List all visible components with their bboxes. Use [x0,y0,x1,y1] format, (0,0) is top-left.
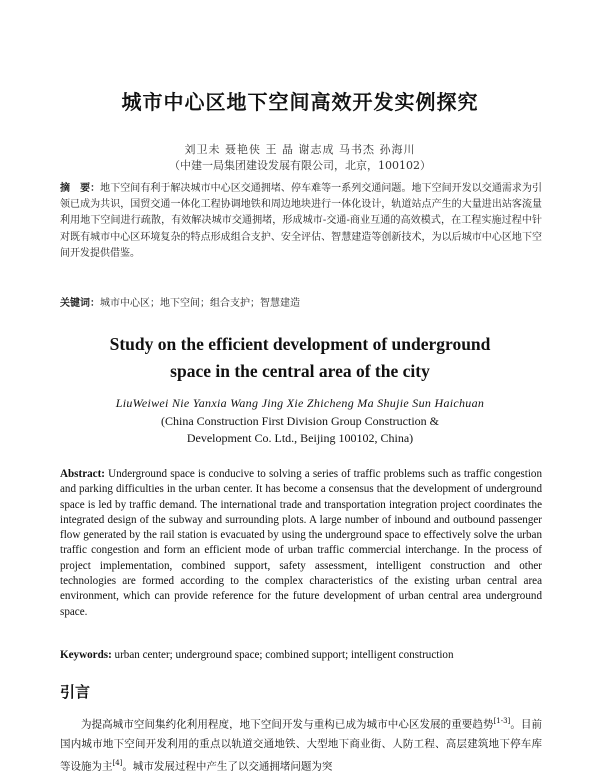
english-title-line-1: Study on the efficient development of underground [109,334,491,354]
english-title-line-2: space in the central area of the city [170,361,430,381]
citation-ref-1: [1-3] [493,717,511,725]
english-keywords-text: urban center; underground space; combined support; intelligent construction [111,649,454,661]
english-affiliation-line-1: (China Construction First Division Group Construction & [161,414,439,428]
chinese-abstract [60,181,542,262]
introduction-paragraph [60,712,542,776]
english-keywords [60,649,542,661]
chinese-affiliation: （中建一局集团建设发展有限公司，北京，100102） [169,159,431,172]
citation-ref-2: [4] [112,758,123,767]
intro-text-2: 。目前国内城市地下空间开发利用的重点以轨道交通地铁、大型地下商业街、人防工程、高层建筑地下停车库等设施为主 [60,718,542,772]
section-heading-introduction: 引言 [60,683,91,701]
english-authors: LiuWeiwei Nie Yanxia Wang Jing Xie Zhicheng Ma Shujie Sun Haichuan [115,396,485,410]
chinese-title: 城市中心区地下空间高效开发实例探究 [121,90,479,114]
chinese-abstract-text: 地下空间有利于解决城市中心区交通拥堵、停车难等一系列交通问题。地下空间开发以交通需求为引领已成为共识，国贸交通一体化工程协调地铁和周边地块进行一体化设计，轨道站点产生的大量进出站客流量利用地下空间进行疏散，有效解决城市交通拥堵，形成城市-交通-商业互通的高效模式，在工程实施过程中针对既有城市中心区环境复杂的特点形成组合支护、安全评估、智慧建造等创新技术，为以后城市中心区地下空间开发提供借鉴。 [60,183,543,259]
chinese-keywords [60,294,542,309]
english-abstract [60,467,542,620]
english-abstract-text: Underground space is conducive to solving a series of traffic problems such as traffic congestion and parking difficulties in the urban center. It has become a consensus that the development of underground space is led by traffic demand. The international trade and transportation integration project coordinates the integrated design of the subway and surrounding plots. A large number of inbound and outbound passenger flow generated by the rail station is evacuated by using the underground space to effectively solve the urban traffic congestion and form an efficient mode of urban traffic commercial interchange. In the process of project implementation, combined support, safety assessment, intelligent construction and other technologies are formed according to the complex characteristics of the existing urban central area environment, which can provide reference for the future development of urban central area underground space. [60,468,542,618]
chinese-authors: 刘卫未 聂艳侠 王 晶 谢志成 马书杰 孙海川 [184,143,416,156]
english-affiliation-line-2: Development Co. Ltd., Beijing 100102, China) [186,431,414,445]
english-keywords-label: Keywords: [60,649,112,661]
chinese-abstract-label: 摘 要： [60,183,101,194]
intro-text-3: 。城市发展过程中产生了以交通拥堵问题为突 [122,760,333,772]
chinese-keywords-label: 关键词： [60,298,100,309]
english-title [0,331,600,385]
chinese-keywords-text: 城市中心区；地下空间；组合支护；智慧建造 [100,298,300,309]
english-affiliation [0,413,600,447]
intro-text-1: 为提高城市空间集约化利用程度，地下空间开发与重构已成为城市中心区发展的重要趋势 [81,718,494,731]
english-abstract-label: Abstract: [60,468,105,480]
